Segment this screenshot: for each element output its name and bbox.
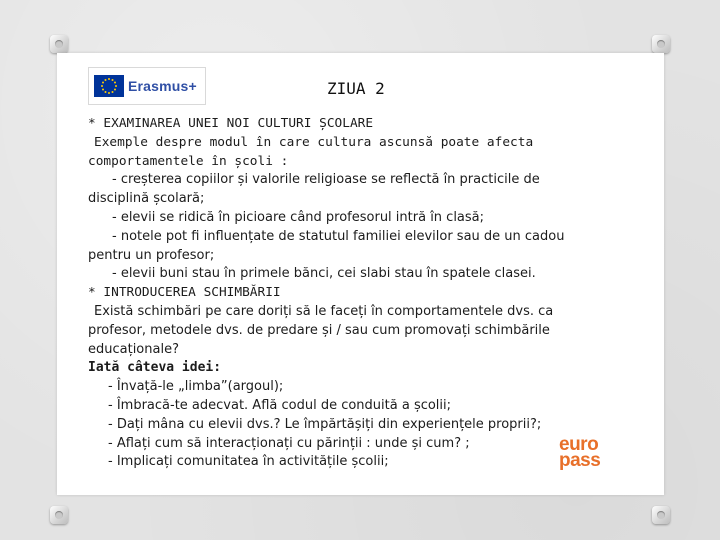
section2-text-line1: Există schimbări pe care doriți să le faceți în comportamentele dvs. ca — [94, 303, 554, 319]
eu-flag-icon — [94, 75, 124, 97]
erasmus-wordmark: Erasmus+ — [128, 78, 197, 94]
ideas-heading: Iată câteva idei: — [88, 360, 222, 376]
europass-word-line2: pass — [559, 450, 601, 471]
section2-heading: * INTRODUCEREA SCHIMBĂRII — [88, 285, 281, 301]
section2-text-line2: profesor, metodele dvs. de predare și / sau cum promovați schimbările — [88, 322, 550, 338]
list-item: - elevii se ridică în picioare când profesorul intră în clasă; — [112, 209, 485, 225]
section1-intro-line1: Exemple despre modul în care cultura ascunsă poate afecta — [94, 134, 534, 150]
list-item: - elevii buni stau în primele bănci, cei slabi stau în spatele clasei. — [112, 266, 536, 282]
section2-text-line3: educaționale? — [88, 341, 179, 357]
idea-item: - Învață-le „limba”(argoul); — [108, 379, 284, 395]
idea-item: - Dați mâna cu elevii dvs.? Le împărtășiți din experiențele proprii?; — [108, 416, 542, 432]
screw-bottom-left — [50, 506, 68, 524]
erasmus-logo — [88, 67, 206, 105]
screw-top-right — [652, 35, 670, 53]
screw-bottom-right — [652, 506, 670, 524]
list-item-continuation: pentru un profesor; — [88, 247, 215, 263]
list-item-continuation: disciplină școlară; — [88, 191, 205, 207]
section1-heading: * EXAMINAREA UNEI NOI CULTURI ȘCOLARE — [88, 116, 374, 131]
page-title: ZIUA 2 — [327, 79, 385, 98]
section1-intro-line2: comportamentele în școli : — [88, 153, 289, 169]
idea-item: - Implicați comunitatea în activitățile școlii; — [108, 454, 389, 470]
list-item: - notele pot fi influențate de statutul familiei elevilor sau de un cadou — [112, 228, 565, 244]
list-item: - creșterea copiilor și valorile religioase se reflectă în practicile de — [112, 172, 540, 188]
idea-item: - Aflați cum să interacționați cu părinții : unde și cum? ; — [108, 435, 470, 451]
screw-top-left — [50, 35, 68, 53]
slide-body — [88, 115, 608, 472]
idea-item: - Îmbracă-te adecvat. Află codul de conduită a școlii; — [108, 397, 452, 413]
europass-logo — [559, 434, 639, 471]
europass-word-line1: euro — [559, 434, 599, 455]
